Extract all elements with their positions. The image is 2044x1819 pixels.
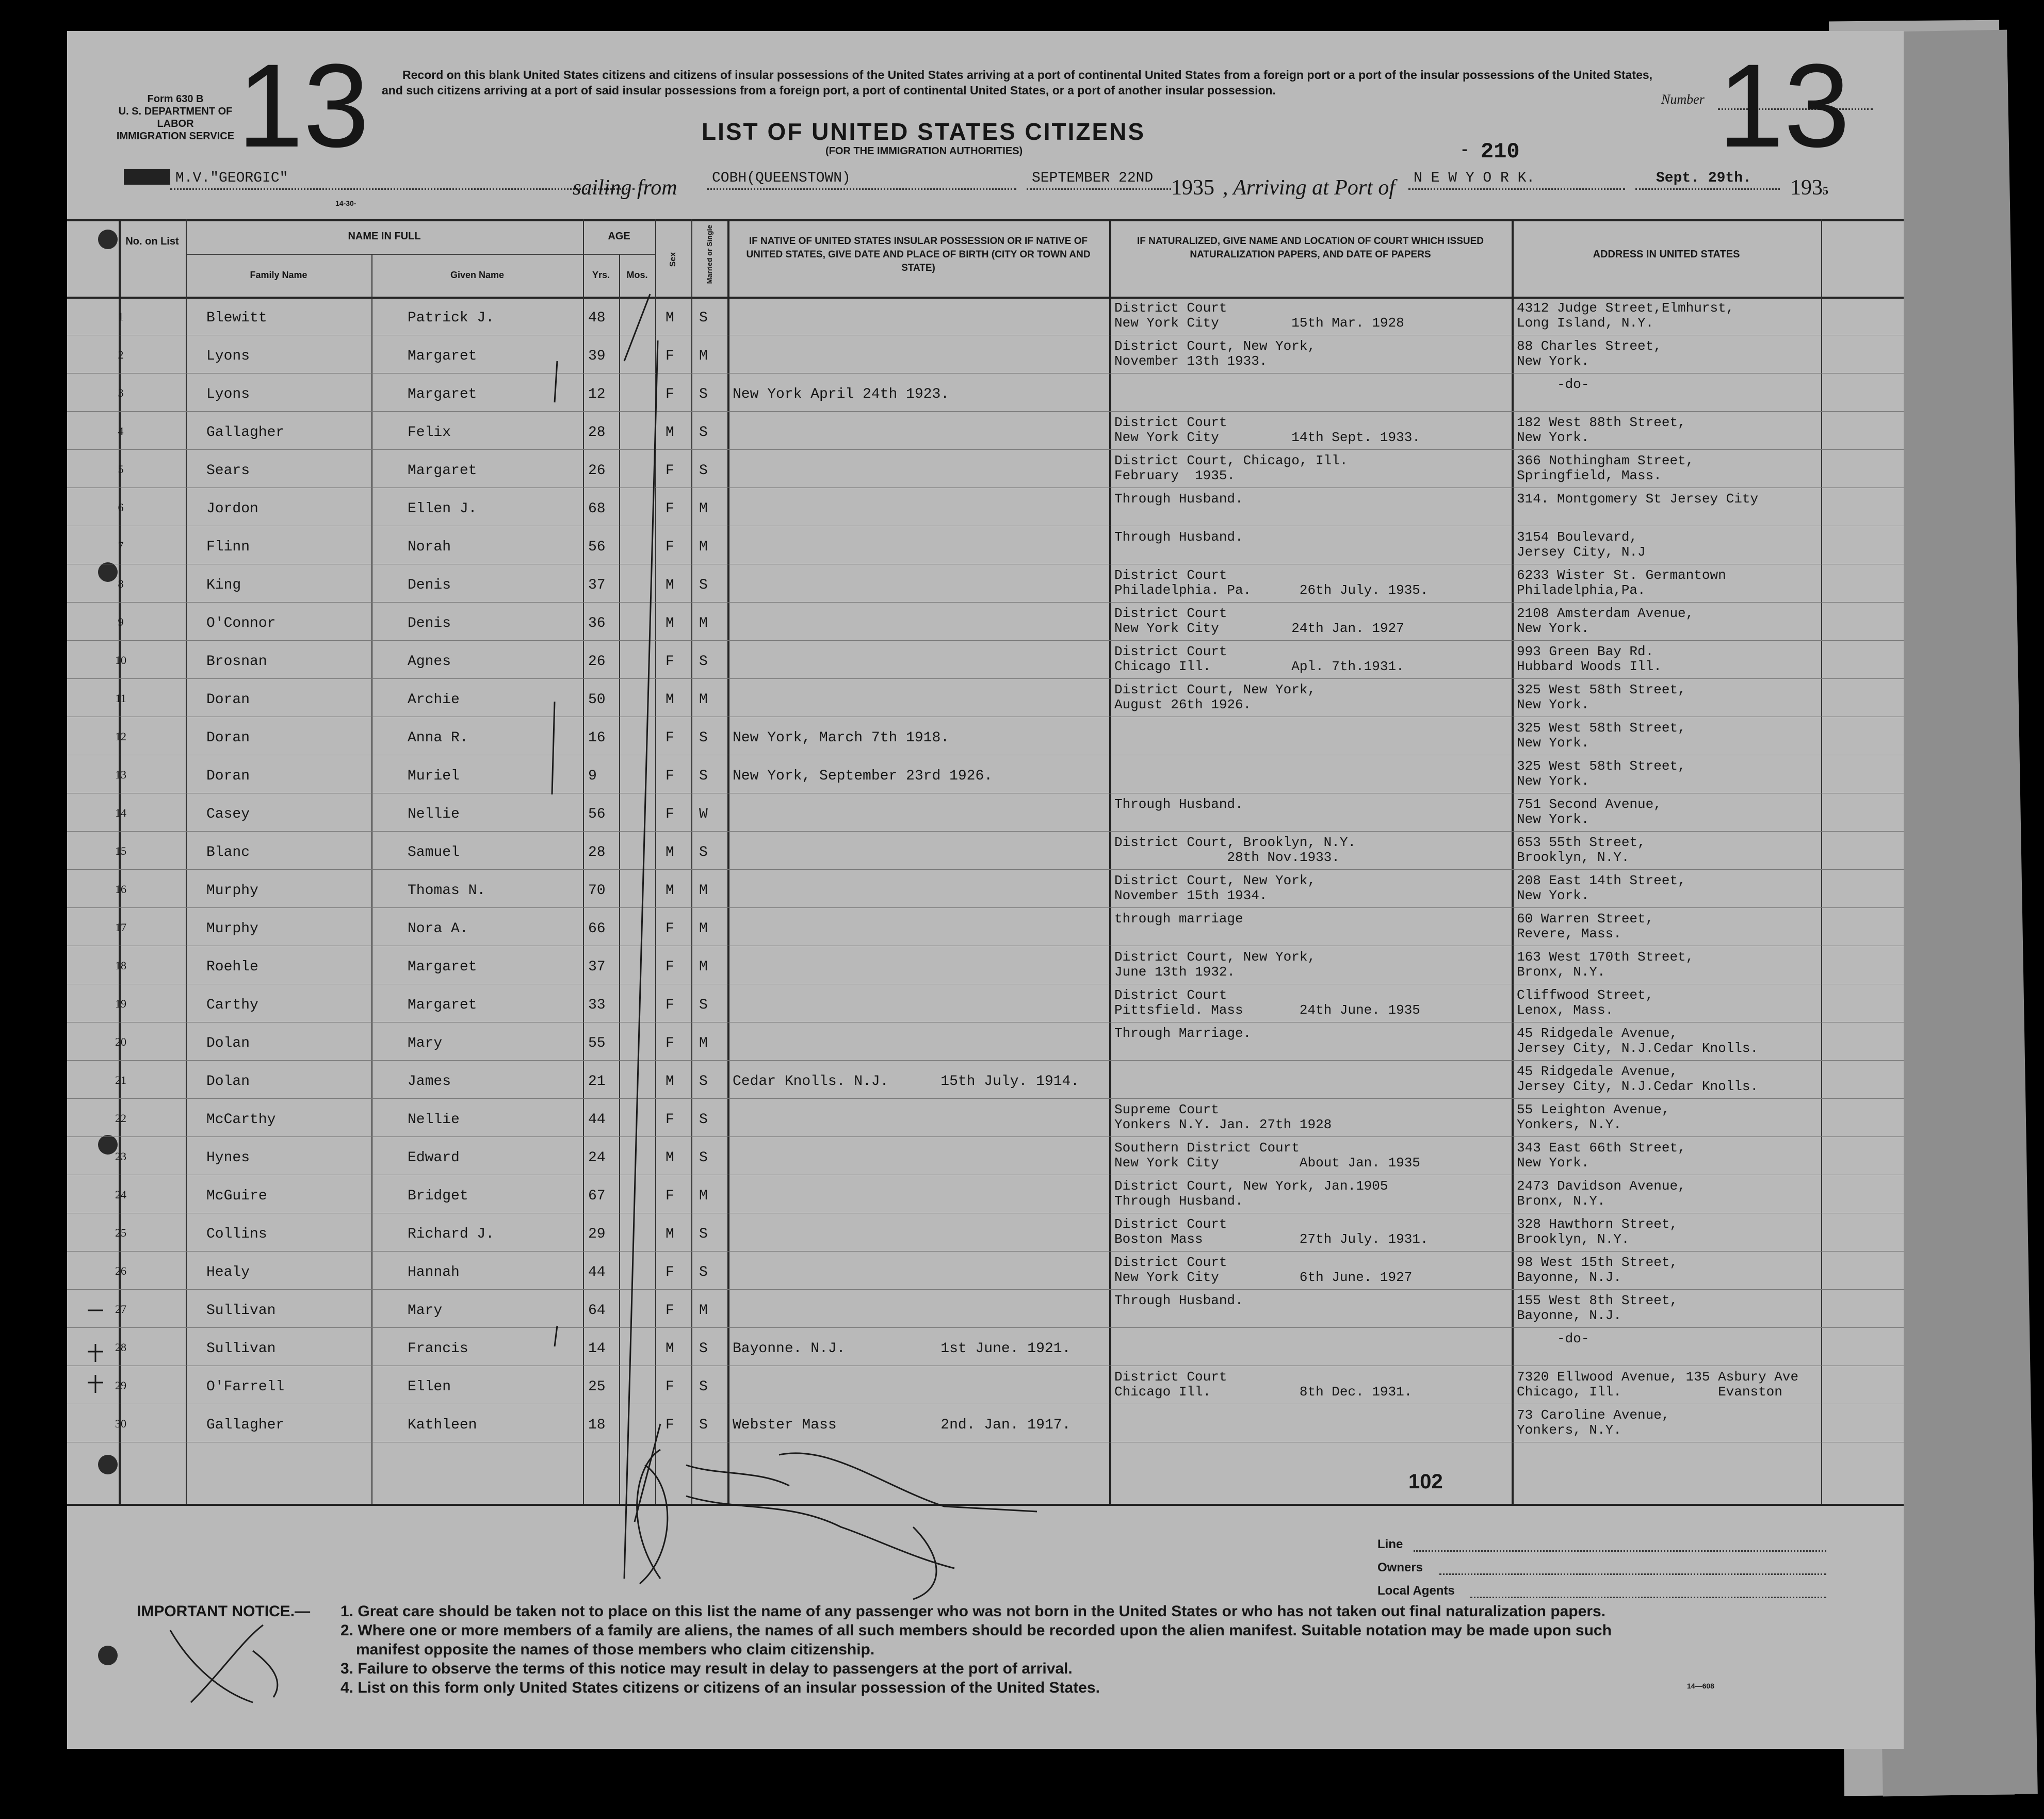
sex: M <box>666 844 674 860</box>
sheet-number-handwritten: 13 <box>237 39 369 172</box>
naturalization-info: District Court, New York, June 13th 1932. <box>1114 949 1316 980</box>
birth-info: New York, September 23rd 1926. <box>733 768 993 784</box>
form-code: 14—608 <box>1687 1682 1714 1690</box>
marital-status: M <box>699 921 708 937</box>
owners-label: Owners <box>1377 1561 1423 1574</box>
given-name: Nellie <box>408 806 460 822</box>
sex: F <box>666 1264 674 1280</box>
naturalization-info: District Court New York City 24th Jan. 1927 <box>1114 606 1404 636</box>
list-number-cell: 12 <box>115 730 126 743</box>
sex: M <box>666 1226 674 1242</box>
header-months: Mos. <box>626 270 648 280</box>
age-years: 36 <box>588 615 606 631</box>
naturalization-info: Supreme Court Yonkers N.Y. Jan. 27th 1928 <box>1114 1102 1332 1132</box>
list-number-cell: 6 <box>118 501 124 514</box>
arriving-label: , Arriving at Port of <box>1223 176 1396 200</box>
given-name: Ellen <box>408 1379 451 1395</box>
arrival-year: 1935 <box>1790 176 1828 200</box>
family-name: Blanc <box>206 844 250 860</box>
us-address: 73 Caroline Avenue, Yonkers, N.Y. <box>1517 1407 1670 1438</box>
given-name: Thomas N. <box>408 883 486 899</box>
us-address: -do- <box>1517 377 1589 392</box>
list-number-cell: 8 <box>118 577 124 590</box>
given-name: Margaret <box>408 463 477 479</box>
small-print: 14-30- <box>335 199 356 207</box>
notice-1: 1. Great care should be taken not to place on this list the name of any passenger who was not born in the United States or who has not taken out final naturalization papers. <box>340 1603 1606 1620</box>
age-years: 68 <box>588 501 606 517</box>
notice-2-cont: manifest opposite the names of those members who claim citizenship. <box>356 1641 875 1658</box>
marital-status: S <box>699 577 708 593</box>
marital-status: S <box>699 1226 708 1242</box>
family-name: Dolan <box>206 1074 250 1090</box>
naturalization-info: Through Husband. <box>1114 529 1243 545</box>
us-address: 2108 Amsterdam Avenue, New York. <box>1517 606 1694 636</box>
marital-status: S <box>699 1074 708 1090</box>
us-address: 55 Leighton Avenue, Yonkers, N.Y. <box>1517 1102 1670 1132</box>
us-address: 328 Hawthorn Street, Brooklyn, N.Y. <box>1517 1216 1678 1247</box>
marital-status: S <box>699 997 708 1013</box>
family-name: Blewitt <box>206 310 267 326</box>
naturalization-info: District Court Chicago Ill. 8th Dec. 1931. <box>1114 1369 1413 1400</box>
naturalization-info: District Court New York City 14th Sept. 1933. <box>1114 415 1420 445</box>
age-years: 56 <box>588 806 606 822</box>
given-name: Agnes <box>408 654 451 670</box>
marital-status: M <box>699 1035 708 1051</box>
marital-status: S <box>699 1112 708 1128</box>
age-years: 9 <box>588 768 597 784</box>
family-name: Hynes <box>206 1150 250 1166</box>
header-age: AGE <box>608 231 630 242</box>
age-years: 67 <box>588 1188 606 1204</box>
given-name: Bridget <box>408 1188 468 1204</box>
naturalization-info: District Court, New York, Jan.1905 Through Husband. <box>1114 1178 1388 1209</box>
given-name: Kathleen <box>408 1417 477 1433</box>
given-name: Margaret <box>408 997 477 1013</box>
marital-status: S <box>699 1417 708 1433</box>
list-number-cell: 14 <box>115 806 126 819</box>
given-name: Nora A. <box>408 921 468 937</box>
notice-2: 2. Where one or more members of a family are aliens, the names of all such members should be recorded upon the alien manifest. Suitable notation may be made upon such <box>340 1622 1612 1639</box>
family-name: Carthy <box>206 997 258 1013</box>
sex: M <box>666 1150 674 1166</box>
given-name: Norah <box>408 539 451 555</box>
naturalization-info: District Court, Brooklyn, N.Y. 28th Nov.1933. <box>1114 835 1356 865</box>
family-name: O'Farrell <box>206 1379 285 1395</box>
age-years: 66 <box>588 921 606 937</box>
list-number-cell: 9 <box>118 615 124 628</box>
age-years: 33 <box>588 997 606 1013</box>
list-number-cell: 16 <box>115 883 126 896</box>
sex: M <box>666 1341 674 1357</box>
notice-4: 4. List on this form only United States citizens or citizens of an insular possession of the United States. <box>340 1679 1100 1696</box>
given-name: James <box>408 1074 451 1090</box>
birth-info: Cedar Knolls. N.J. 15th July. 1914. <box>733 1074 1080 1090</box>
birth-info: New York April 24th 1923. <box>733 386 950 402</box>
sex: M <box>666 692 674 708</box>
handwritten-marks <box>67 31 1904 1749</box>
age-years: 24 <box>588 1150 606 1166</box>
list-number-cell: 22 <box>115 1112 126 1125</box>
list-number-cell: 30 <box>115 1417 126 1430</box>
list-number-cell: 4 <box>118 425 124 437</box>
sex: M <box>666 310 674 326</box>
line-label: Line <box>1377 1537 1403 1551</box>
given-name: Samuel <box>408 844 460 860</box>
sex: F <box>666 348 674 364</box>
list-number-cell: 5 <box>118 463 124 476</box>
age-years: 16 <box>588 730 606 746</box>
age-years: 64 <box>588 1303 606 1319</box>
sheet-number-handwritten-right: 13 <box>1718 39 1850 172</box>
marital-status: S <box>699 1341 708 1357</box>
agents-label: Local Agents <box>1377 1584 1455 1598</box>
birth-info: Webster Mass 2nd. Jan. 1917. <box>733 1417 1071 1433</box>
family-name: Flinn <box>206 539 250 555</box>
family-name: Collins <box>206 1226 267 1242</box>
sex: F <box>666 959 674 975</box>
marital-status: S <box>699 310 708 326</box>
list-number-cell: 10 <box>115 654 126 667</box>
age-years: 29 <box>588 1226 606 1242</box>
given-name: Margaret <box>408 386 477 402</box>
header-native: IF NATIVE OF UNITED STATES INSULAR POSSESSION OR IF NATIVE OF UNITED STATES, GIVE DATE AND PLACE OF BIRTH (CITY OR TOWN AND STATE) <box>746 236 1091 273</box>
list-number-cell: 3 <box>118 386 124 399</box>
list-number-cell: 17 <box>115 921 126 934</box>
age-years: 26 <box>588 654 606 670</box>
list-number-cell: 28 <box>115 1341 126 1354</box>
header-address: ADDRESS IN UNITED STATES <box>1593 249 1740 260</box>
list-prefix: - <box>1460 142 1470 159</box>
marital-status: M <box>699 348 708 364</box>
marital-status: M <box>699 883 708 899</box>
us-address: 325 West 58th Street, New York. <box>1517 720 1686 751</box>
marital-status: S <box>699 1379 708 1395</box>
naturalization-info: District Court New York City 6th June. 1927 <box>1114 1255 1413 1285</box>
sex: F <box>666 654 674 670</box>
sailing-date: SEPTEMBER 22ND <box>1032 170 1154 186</box>
us-address: 45 Ridgedale Avenue, Jersey City, N.J.Cedar Knolls. <box>1517 1026 1759 1056</box>
list-number-cell: 15 <box>115 844 126 857</box>
list-number-cell: 7 <box>118 539 124 552</box>
us-address: -do- <box>1517 1331 1589 1346</box>
given-name: Hannah <box>408 1264 460 1280</box>
birth-info: New York, March 7th 1918. <box>733 730 950 746</box>
given-name: Margaret <box>408 348 477 364</box>
us-address: Cliffwood Street, Lenox, Mass. <box>1517 987 1654 1018</box>
us-address: 325 West 58th Street, New York. <box>1517 758 1686 789</box>
us-address: 155 West 8th Street, Bayonne, N.J. <box>1517 1293 1678 1323</box>
vessel-name: M.V."GEORGIC" <box>175 170 288 186</box>
form-id: Form 630 B U. S. DEPARTMENT OF LABOR IMMIGRATION SERVICE <box>116 93 235 142</box>
list-number-cell: 20 <box>115 1035 126 1048</box>
header-years: Yrs. <box>592 270 610 280</box>
sex: F <box>666 386 674 402</box>
given-name: Archie <box>408 692 460 708</box>
given-name: Anna R. <box>408 730 468 746</box>
age-years: 21 <box>588 1074 606 1090</box>
us-address: 6233 Wister St. Germantown Philadelphia,Pa. <box>1517 567 1726 598</box>
naturalization-info: District Court Philadelphia. Pa. 26th July. 1935. <box>1114 567 1429 598</box>
sex: F <box>666 1188 674 1204</box>
manifest-sheet <box>67 31 1904 1749</box>
naturalization-info: through marriage <box>1114 911 1243 927</box>
age-years: 26 <box>588 463 606 479</box>
marital-status: M <box>699 959 708 975</box>
marital-status: M <box>699 1303 708 1319</box>
naturalization-info: District Court, New York, November 13th 1933. <box>1114 338 1316 369</box>
family-name: Jordon <box>206 501 258 517</box>
family-name: Doran <box>206 768 250 784</box>
us-address: 653 55th Street, Brooklyn, N.Y. <box>1517 835 1646 865</box>
age-years: 70 <box>588 883 606 899</box>
us-address: 7320 Ellwood Avenue, 135 Asbury Ave Chicago, Ill. Evanston <box>1517 1369 1799 1400</box>
us-address: 60 Warren Street, Revere, Mass. <box>1517 911 1654 941</box>
us-address: 98 West 15th Street, Bayonne, N.J. <box>1517 1255 1678 1285</box>
us-address: 208 East 14th Street, New York. <box>1517 873 1686 903</box>
marital-status: M <box>699 692 708 708</box>
age-years: 37 <box>588 959 606 975</box>
age-years: 39 <box>588 348 606 364</box>
arrival-date: Sept. 29th. <box>1656 170 1751 186</box>
sex: F <box>666 539 674 555</box>
notice-3: 3. Failure to observe the terms of this notice may result in delay to passengers at the port of arrival. <box>340 1660 1073 1677</box>
naturalization-info: District Court Boston Mass 27th July. 1931. <box>1114 1216 1429 1247</box>
list-number-cell: 26 <box>115 1264 126 1277</box>
age-years: 37 <box>588 577 606 593</box>
given-name: Mary <box>408 1303 443 1319</box>
list-number-cell: 18 <box>115 959 126 972</box>
naturalization-info: District Court New York City 15th Mar. 1928 <box>1114 300 1404 331</box>
given-name: Denis <box>408 577 451 593</box>
sex: F <box>666 997 674 1013</box>
given-name: Patrick J. <box>408 310 495 326</box>
family-name: Gallagher <box>206 425 285 441</box>
header-naturalized: IF NATURALIZED, GIVE NAME AND LOCATION OF COURT WHICH ISSUED NATURALIZATION PAPERS, AND DATE OF PAPERS <box>1137 236 1484 260</box>
given-name: Margaret <box>408 959 477 975</box>
age-years: 18 <box>588 1417 606 1433</box>
sex: F <box>666 768 674 784</box>
list-number-cell: 27 <box>115 1303 126 1315</box>
marital-status: S <box>699 463 708 479</box>
family-name: Sullivan <box>206 1303 276 1319</box>
naturalization-info: Through Husband. <box>1114 491 1243 507</box>
arrival-port: N E W Y O R K. <box>1414 170 1535 186</box>
list-number-cell: 13 <box>115 768 126 781</box>
sex: F <box>666 730 674 746</box>
family-name: Sears <box>206 463 250 479</box>
sex: M <box>666 1074 674 1090</box>
header-given-name: Given Name <box>450 270 505 280</box>
list-number-cell: 29 <box>115 1379 126 1392</box>
us-address: 751 Second Avenue, New York. <box>1517 797 1662 827</box>
family-name: Casey <box>206 806 250 822</box>
us-address: 325 West 58th Street, New York. <box>1517 682 1686 712</box>
marital-status: W <box>699 806 708 822</box>
age-years: 50 <box>588 692 606 708</box>
sex: F <box>666 1035 674 1051</box>
family-name: O'Connor <box>206 615 276 631</box>
naturalization-info: Southern District Court New York City About Jan. 1935 <box>1114 1140 1420 1171</box>
naturalization-info: Through Marriage. <box>1114 1026 1252 1041</box>
us-address: 343 East 66th Street, New York. <box>1517 1140 1686 1171</box>
sailing-from-label: sailing from <box>573 176 677 200</box>
us-address: 45 Ridgedale Avenue, Jersey City, N.J.Cedar Knolls. <box>1517 1064 1759 1094</box>
list-number-cell: 21 <box>115 1074 126 1086</box>
marital-status: S <box>699 844 708 860</box>
birth-info: Bayonne. N.J. 1st June. 1921. <box>733 1341 1071 1357</box>
age-years: 28 <box>588 425 606 441</box>
us-address: 993 Green Bay Rd. Hubbard Woods Ill. <box>1517 644 1662 674</box>
given-name: Nellie <box>408 1112 460 1128</box>
family-name: Dolan <box>206 1035 250 1051</box>
age-years: 25 <box>588 1379 606 1395</box>
family-name: Roehle <box>206 959 258 975</box>
family-name: Murphy <box>206 883 258 899</box>
sailing-year: 1935 <box>1171 176 1214 200</box>
family-name: Brosnan <box>206 654 267 670</box>
marital-status: S <box>699 768 708 784</box>
given-name: Denis <box>408 615 451 631</box>
age-years: 28 <box>588 844 606 860</box>
age-years: 48 <box>588 310 606 326</box>
sex: F <box>666 501 674 517</box>
intro-text: Record on this blank United States citizens and citizens of insular possessions of the United States arriving at a port of continental United States from a foreign port or a port of the insular possessions of the United States, and such citizens arriving at a port of said insular possessions from a foreign port, a port of continental United States, or a port of another insular possession. <box>382 68 1653 97</box>
naturalization-info: District Court, Chicago, Ill. February 1935. <box>1114 453 1348 483</box>
marital-status: M <box>699 1188 708 1204</box>
marital-status: S <box>699 730 708 746</box>
us-address: 88 Charles Street, New York. <box>1517 338 1662 369</box>
family-name: Lyons <box>206 348 250 364</box>
marital-status: S <box>699 425 708 441</box>
family-name: Doran <box>206 730 250 746</box>
sex: M <box>666 577 674 593</box>
naturalization-info: District Court, New York, November 15th 1934. <box>1114 873 1316 903</box>
naturalization-info: District Court, New York, August 26th 1926. <box>1114 682 1316 712</box>
family-name: Gallagher <box>206 1417 285 1433</box>
age-years: 44 <box>588 1264 606 1280</box>
sex: F <box>666 1303 674 1319</box>
notice-title: IMPORTANT NOTICE.— <box>137 1603 311 1620</box>
age-years: 44 <box>588 1112 606 1128</box>
sex: M <box>666 425 674 441</box>
age-years: 12 <box>588 386 606 402</box>
age-years: 55 <box>588 1035 606 1051</box>
list-number-cell: 19 <box>115 997 126 1010</box>
sex: M <box>666 615 674 631</box>
marital-status: M <box>699 615 708 631</box>
marital-status: S <box>699 1150 708 1166</box>
naturalization-info: District Court Chicago Ill. Apl. 7th.1931. <box>1114 644 1404 674</box>
list-number-cell: 24 <box>115 1188 126 1201</box>
sex: F <box>666 1379 674 1395</box>
header-family-name: Family Name <box>250 270 307 280</box>
family-name: Sullivan <box>206 1341 276 1357</box>
family-name: King <box>206 577 241 593</box>
agents-field <box>1470 1597 1826 1598</box>
list-number-cell: 1 <box>118 310 124 323</box>
list-number: 210 <box>1481 139 1520 164</box>
marital-status: S <box>699 654 708 670</box>
marital-status: S <box>699 386 708 402</box>
list-number-cell: 23 <box>115 1150 126 1163</box>
age-years: 56 <box>588 539 606 555</box>
us-address: 3154 Boulevard, Jersey City, N.J <box>1517 529 1646 560</box>
family-name: Doran <box>206 692 250 708</box>
given-name: Francis <box>408 1341 468 1357</box>
sailing-port: COBH(QUEENSTOWN) <box>712 170 851 186</box>
page-title: LIST OF UNITED STATES CITIZENS <box>702 118 1146 145</box>
naturalization-info: Through Husband. <box>1114 1293 1243 1308</box>
us-address: 366 Nothingham Street, Springfield, Mass. <box>1517 453 1694 483</box>
family-name: McCarthy <box>206 1112 276 1128</box>
sex: F <box>666 806 674 822</box>
owners-field <box>1439 1573 1826 1575</box>
sex: F <box>666 1417 674 1433</box>
marital-status: M <box>699 539 708 555</box>
sex: F <box>666 1112 674 1128</box>
us-address: 182 West 88th Street, New York. <box>1517 415 1686 445</box>
list-number-cell: 2 <box>118 348 124 361</box>
us-address: 4312 Judge Street,Elmhurst, Long Island, N.Y. <box>1517 300 1734 331</box>
marital-status: M <box>699 501 708 517</box>
given-name: Felix <box>408 425 451 441</box>
header-sex: Sex <box>669 252 677 267</box>
naturalization-info: Through Husband. <box>1114 797 1243 812</box>
number-label: Number <box>1661 92 1705 107</box>
naturalization-info: District Court Pittsfield. Mass 24th June. 1935 <box>1114 987 1420 1018</box>
page-total: 102 <box>1408 1470 1443 1493</box>
given-name: Mary <box>408 1035 443 1051</box>
given-name: Muriel <box>408 768 460 784</box>
line-field <box>1414 1550 1826 1552</box>
family-name: Lyons <box>206 386 250 402</box>
us-address: 314. Montgomery St Jersey City <box>1517 491 1759 507</box>
header-no: No. on List <box>125 236 179 247</box>
given-name: Ellen J. <box>408 501 477 517</box>
age-years: 14 <box>588 1341 606 1357</box>
us-address: 2473 Davidson Avenue, Bronx, N.Y. <box>1517 1178 1686 1209</box>
header-married: Married or Single <box>705 224 713 284</box>
list-number-cell: 11 <box>115 692 126 705</box>
family-name: Healy <box>206 1264 250 1280</box>
sex: F <box>666 921 674 937</box>
sex: F <box>666 463 674 479</box>
sex: M <box>666 883 674 899</box>
given-name: Edward <box>408 1150 460 1166</box>
us-address: 163 West 170th Street, Bronx, N.Y. <box>1517 949 1694 980</box>
family-name: McGuire <box>206 1188 267 1204</box>
list-number-cell: 25 <box>115 1226 126 1239</box>
page-subtitle: (FOR THE IMMIGRATION AUTHORITIES) <box>825 145 1023 157</box>
marital-status: S <box>699 1264 708 1280</box>
given-name: Richard J. <box>408 1226 495 1242</box>
header-name-in-full: NAME IN FULL <box>348 231 421 242</box>
family-name: Murphy <box>206 921 258 937</box>
